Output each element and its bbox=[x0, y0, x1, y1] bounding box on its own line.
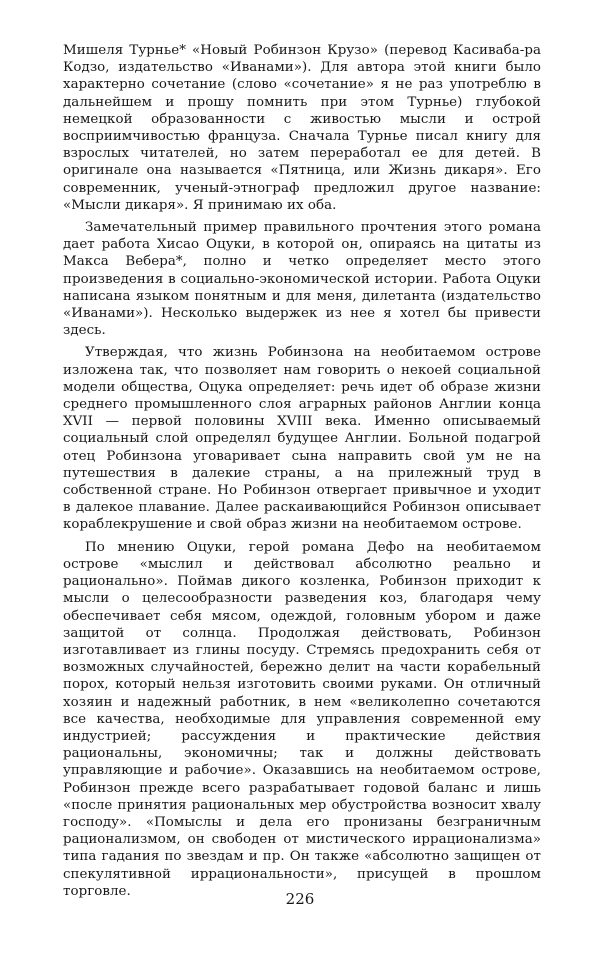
page-body bbox=[63, 42, 541, 905]
paragraph-otsuka-intro: Замечательный пример правильного прочтения этого романа дает работа Хисао Оцуки, в которой он, опираясь на цитаты из Макса Вебера*, полно и четко определяет место этого произведения в социально-экономической истории. Работа Оцуки написана языком понятным и для меня, дилетанта (издательство «Иванами»). Несколько выдержек из нее я хотел бы привести здесь. bbox=[63, 220, 541, 339]
paragraph-rationalism: По мнению Оцуки, герой романа Дефо на необитаемом острове «мыслил и действовал абсолютно реально и рационально». Поймав дикого козленка, Робинзон приходит к мысли о целесообразности разведения коз, благодаря чему обеспечивает себя мясом, одеждой, головным убором и даже защитой от солнца. Продолжая действовать, Робинзон изготавливает из глины посуду. Стремясь предохранить себя от возможных случайностей, бережно делит на части корабельный порох, который нельзя изготовить своими руками. Он отличный хозяин и надежный работник, в нем «великолепно сочетаются все качества, необходимые для управления современной ему индустрией; рассуждения и практические действия рациональны, экономичны; так и должны действовать управляющие и рабочие». Оказавшись на необитаемом острове, Робинзон прежде всего разрабатывает годовой баланс и лишь «после принятия рациональных мер обустройства возносит хвалу господу». «Помыслы и дела его пронизаны безграничным рационализмом, он свободен от мистического иррационализма» типа гадания по звездам и пр. Он также «абсолютно защищен от спекулятивной иррациональности», присущей в прошлом торговле. bbox=[63, 539, 541, 899]
paragraph-continued: Мишеля Турнье* «Новый Робинзон Крузо» (перевод Касиваба-ра Кодзо, издательство «Иванами»). Для автора этой книги было характерно сочетание (слово «сочетание» я не раз употреблю в дальнейшем и прошу помнить при этом Турнье) глубокой немецкой образованности с живостью мысли и острой восприимчивостью француза. Сначала Турнье писал книгу для взрослых читателей, но затем переработал ее для детей. В оригинале она называется «Пятница, или Жизнь дикаря». Его современник, ученый-этнограф предложил другое название: «Мысли дикаря». Я принимаю их оба. bbox=[63, 43, 541, 213]
page-number: 226 bbox=[285, 890, 315, 908]
paragraph-social-model: Утверждая, что жизнь Робинзона на необитаемом острове изложена так, что позволяет нам говорить о некоей социальной модели общества, Оцука определяет: речь идет об образе жизни среднего промышленного слоя аграрных районов Англии конца XVII — первой половины XVIII века. Именно описываемый социальный слой определял будущее Англии. Больной подагрой отец Робинзона уговаривает сына направить свой ум не на путешествия в далекие страны, а на прилежный труд в собственной стране. Но Робинзон отвергает привычное и уходит в далекое плавание. Далее раскаивающийся Робинзон описывает кораблекрушение и свой образ жизни на необитаемом острове. bbox=[63, 345, 541, 533]
